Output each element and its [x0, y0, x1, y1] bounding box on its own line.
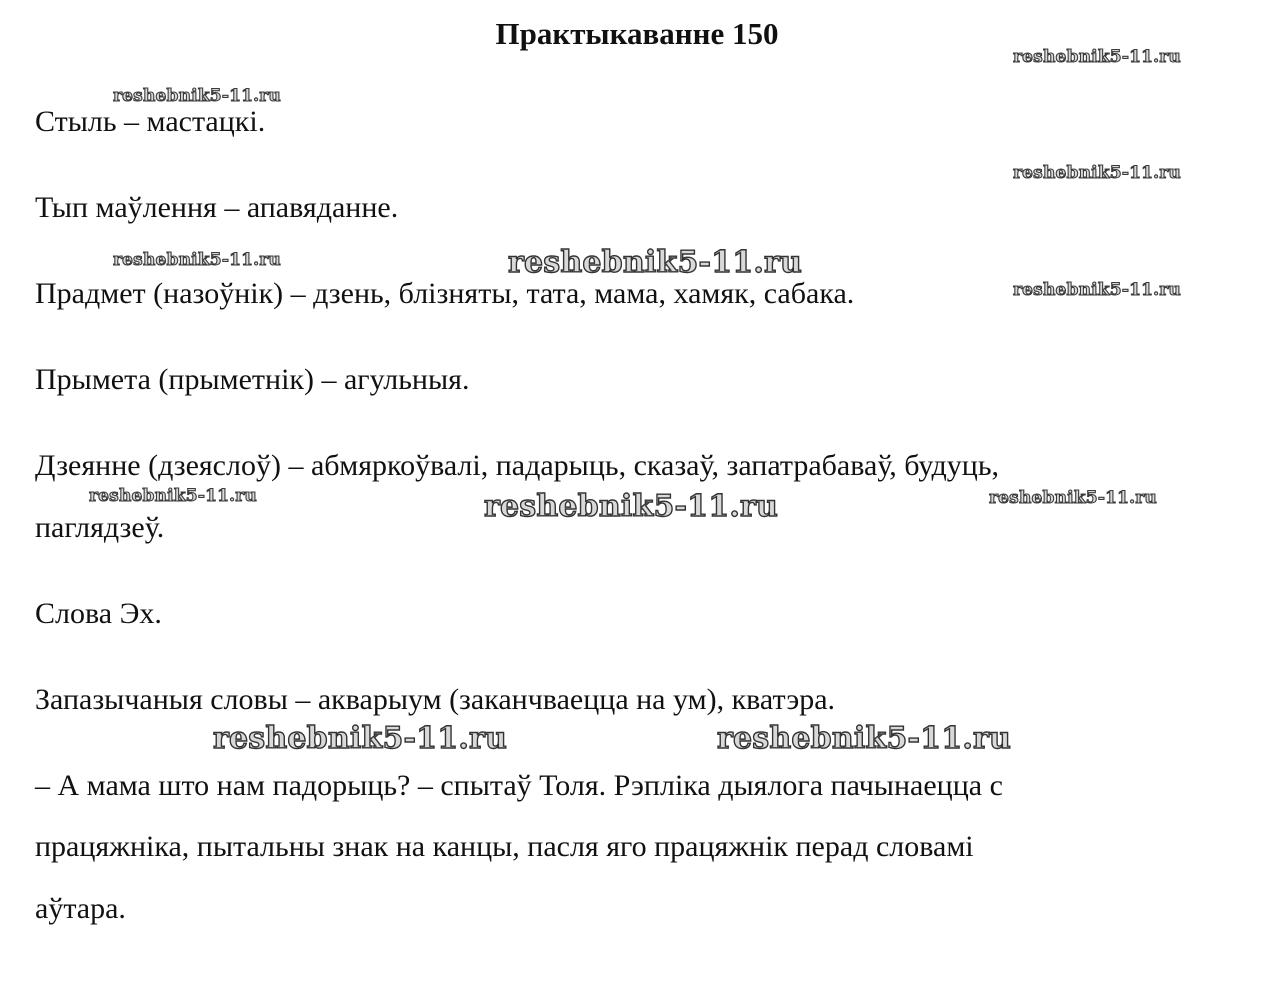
text-line-borrowed-words: Запазычаныя словы – акварыум (заканчваецца на ум), кватэра.	[35, 683, 836, 716]
text-line-adjectives: Прымета (прыметнік) – агульныя.	[35, 363, 470, 396]
watermark-logo: reshebnik5-11.ru	[717, 721, 1011, 756]
watermark-logo: reshebnik5-11.ru	[1013, 163, 1181, 183]
watermark-logo: reshebnik5-11.ru	[1013, 280, 1181, 300]
watermark-logo: reshebnik5-11.ru	[89, 486, 257, 506]
text-line-dialog-end: аўтара.	[35, 892, 126, 925]
watermark-logo: reshebnik5-11.ru	[484, 489, 778, 524]
watermark-logo: reshebnik5-11.ru	[989, 488, 1157, 508]
text-line-verbs: Дзеянне (дзеяслоў) – абмяркоўвалі, падарыць, сказаў, запатрабаваў, будуць,	[35, 449, 1000, 482]
text-line-interjection: Слова Эх.	[35, 597, 162, 630]
text-line-style: Стыль – мастацкі.	[35, 105, 266, 138]
text-line-verbs-continued: паглядзеў.	[35, 511, 165, 544]
page-title: Практыкаванне 150	[495, 16, 779, 51]
watermark-logo: reshebnik5-11.ru	[113, 250, 281, 270]
watermark-logo: reshebnik5-11.ru	[1013, 47, 1181, 67]
text-line-dialog: – А мама што нам падорыць? – спытаў Толя. Рэпліка дыялога пачынаецца с	[35, 769, 1003, 802]
text-line-dialog-continued: працяжніка, пытальны знак на канцы, пасля яго працяжнік перад словамі	[35, 830, 974, 863]
text-line-speech-type: Тып маўлення – апавяданне.	[35, 191, 399, 224]
text-line-nouns: Прадмет (назоўнік) – дзень, блізняты, тата, мама, хамяк, сабака.	[35, 277, 855, 310]
watermark-logo: reshebnik5-11.ru	[213, 721, 507, 756]
watermark-logo: reshebnik5-11.ru	[508, 245, 802, 280]
watermark-logo: reshebnik5-11.ru	[113, 86, 281, 106]
